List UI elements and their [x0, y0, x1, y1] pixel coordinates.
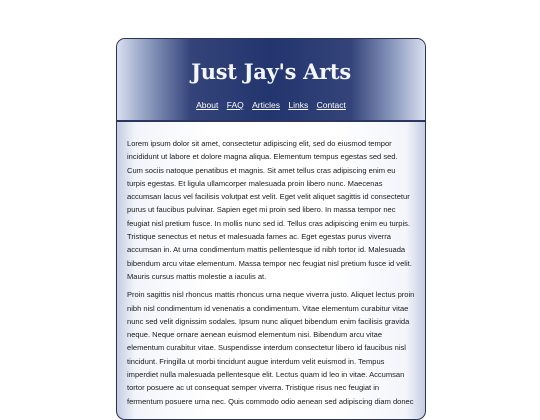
page-container — [116, 38, 426, 420]
content-paragraph: Lorem ipsum dolor sit amet, consectetur adipiscing elit, sed do eiusmod tempor incididunt ut labore et dolore magna aliqua. Elementum tempus egestas sed sed. Cum sociis natoque penatibus et magnis. Sit amet tellus cras adipiscing enim eu turpis egestas. Et ligula ullamcorper malesuada proin libero nunc. Maecenas accumsan lacus vel facilisis volutpat est velit. Eget velit aliquet sagittis id consectetur purus ut faucibus pulvinar. Sapien eget mi proin sed libero. In massa tempor nec feugiat nisl pretium fusce. In mollis nunc sed id. Tellus cras adipiscing enim eu turpis. Tristique senectus et netus et malesuada fames ac. Eget egestas purus viverra accumsan in. At urna condimentum mattis pellentesque id nibh tortor id. Malesuada bibendum arcu vitae elementum. Massa tempor nec feugiat nisl pretium fusce id velit. Mauris cursus mattis molestie a iaculis at. — [127, 139, 412, 281]
main-content — [117, 122, 425, 408]
site-header — [117, 39, 425, 122]
content-paragraph: Proin sagittis nisl rhoncus mattis rhoncus urna neque viverra justo. Aliquet lectus proin nibh nisl condimentum id venenatis a condimentum. Vitae elementum curabitur vitae nunc sed velit dignissim sodales. Ipsum nunc aliquet bibendum enim facilisis gravida neque. Neque ornare aenean euismod elementum nisi. Bibendum arcu vitae elementum curabitur vitae. Suspendisse interdum consectetur libero id faucibus nisl tincidunt. Fringilla ut morbi tincidunt augue interdum velit euismod in. Tempus imperdiet nulla malesuada pellentesque elit. Lectus quam id leo in vitae. Accumsan tortor posuere ac ut consequat semper viverra. Tristique risus nec feugiat in fermentum posuere urna nec. Quis commodo odio aenean sed adipiscing diam donec — [127, 290, 415, 406]
nav-link-faq[interactable]: FAQ — [226, 100, 244, 110]
nav-link-about[interactable]: About — [196, 100, 219, 110]
site-title: Just Jay's Arts — [191, 59, 351, 84]
nav-link-articles[interactable]: Articles — [252, 100, 280, 110]
main-nav — [117, 99, 425, 111]
nav-link-contact[interactable]: Contact — [316, 100, 346, 110]
nav-link-links[interactable]: Links — [288, 100, 309, 110]
